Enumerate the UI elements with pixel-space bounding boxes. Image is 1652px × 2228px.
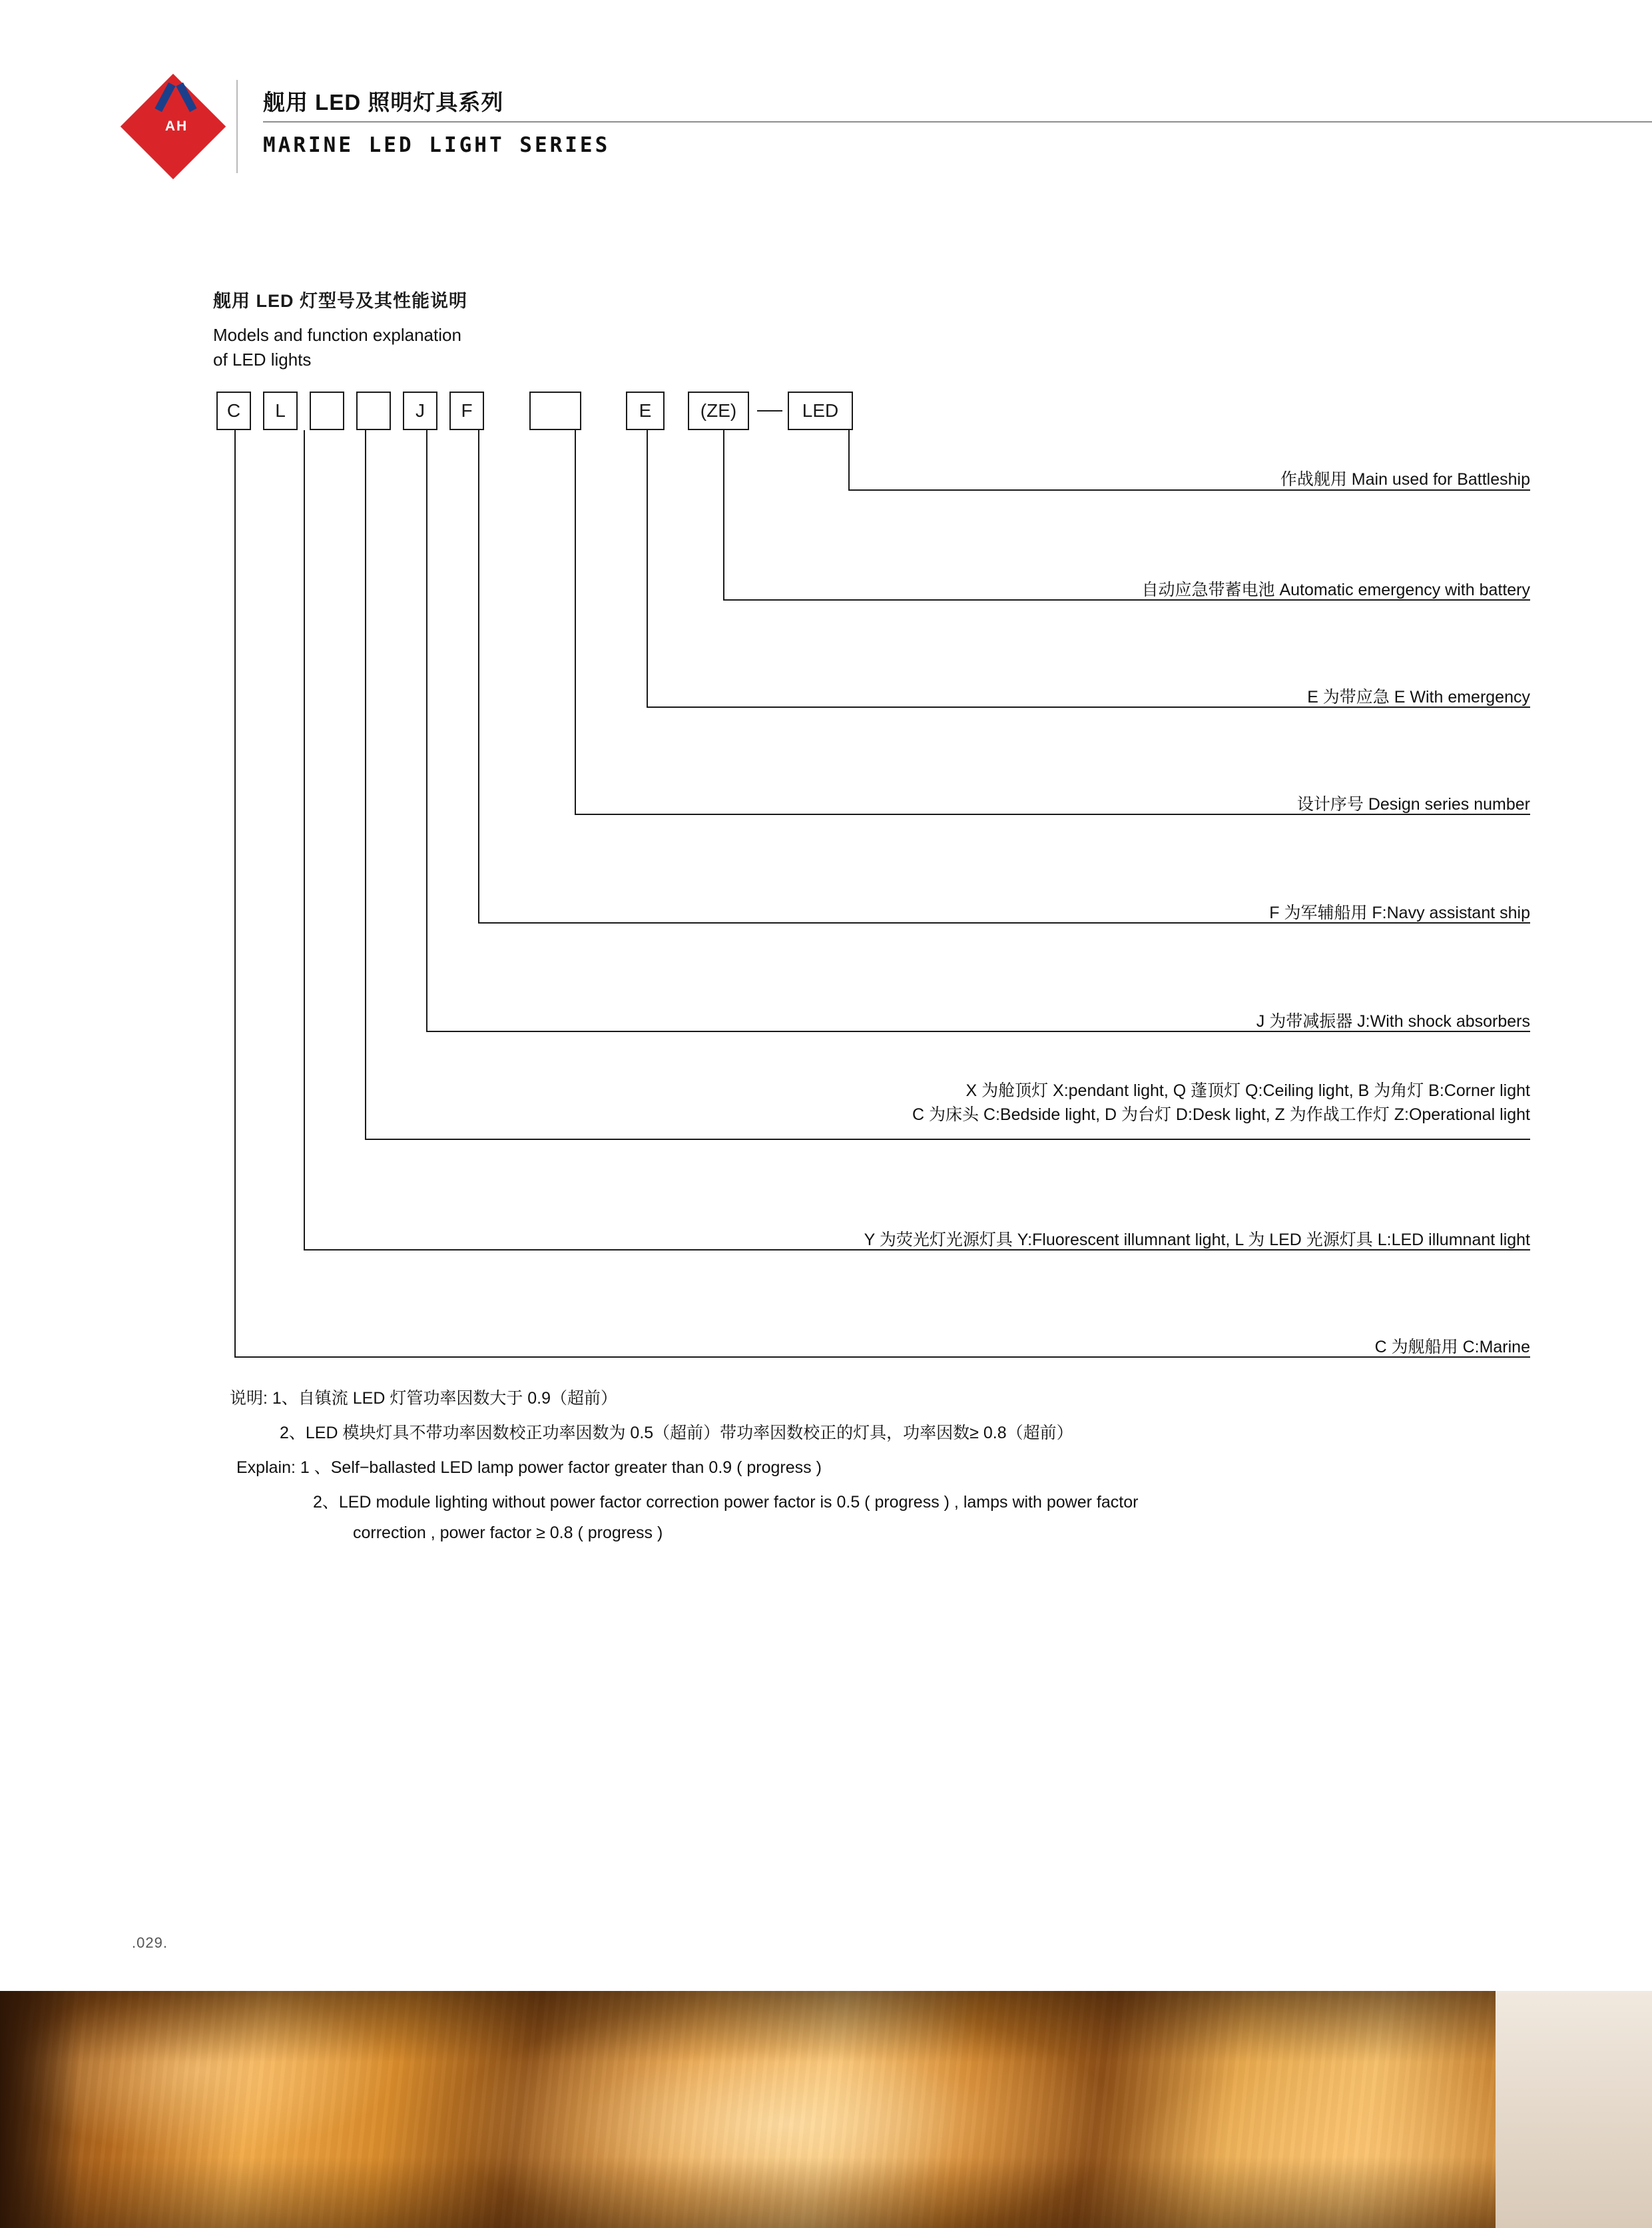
annotation-marine: C 为舰船用 C:Marine bbox=[1374, 1338, 1530, 1356]
annotation-lamp-type-line1: X 为舱顶灯 X:pendant light, Q 蓬顶灯 Q:Ceiling light, B 为角灯 B:Corner light bbox=[965, 1081, 1530, 1100]
code-box-marine: C bbox=[216, 392, 251, 430]
company-logo bbox=[127, 80, 226, 173]
code-box-emergency: E bbox=[626, 392, 665, 430]
annotation-battleship: 作战舰用 Main used for Battleship bbox=[1280, 470, 1530, 489]
header-horizontal-rule bbox=[263, 121, 1652, 123]
leader-vline-design-series bbox=[575, 430, 576, 814]
code-box-shock-absorber: J bbox=[403, 392, 437, 430]
photo-left-shadow bbox=[0, 1991, 80, 2228]
annotation-lamp-type-line2: C 为床头 C:Bedside light, D 为台灯 D:Desk light, Z 为作战工作灯 Z:Operational light bbox=[912, 1105, 1530, 1125]
annotation-design-series: 设计序号 Design series number bbox=[1296, 795, 1530, 814]
page-number: .029. bbox=[132, 1934, 168, 1951]
leader-vline-light-source bbox=[304, 430, 305, 1249]
code-box-blank-2 bbox=[356, 392, 391, 430]
code-dash-separator bbox=[757, 410, 782, 412]
annotation-auto-emergency: 自动应急带蓄电池 Automatic emergency with battery bbox=[1141, 581, 1530, 599]
leader-vline-navy-assistant bbox=[478, 430, 479, 922]
code-box-lightsource: L bbox=[263, 392, 298, 430]
header-title-english: MARINE LED LIGHT SERIES bbox=[263, 133, 611, 157]
logo-text: AH bbox=[164, 119, 188, 134]
annotation-navy-assistant: F 为军辅船用 F:Navy assistant ship bbox=[1269, 904, 1530, 922]
explain-chinese-line1: 说明: 1、自镇流 LED 灯管功率因数大于 0.9（超前） bbox=[230, 1389, 618, 1408]
section-title-english-line1: Models and function explanation bbox=[213, 325, 461, 345]
explain-english-line1: Explain: 1 、Self−ballasted LED lamp power factor greater than 0.9 ( progress ) bbox=[236, 1458, 822, 1477]
code-box-auto-emergency: (ZE) bbox=[688, 392, 749, 430]
leader-vline-shock-absorber bbox=[426, 430, 427, 1031]
annotation-lamp-type bbox=[912, 1079, 1530, 1127]
code-box-lamptype bbox=[310, 392, 344, 430]
code-box-navy-assistant: F bbox=[449, 392, 484, 430]
section-title-english-line2: of LED lights bbox=[213, 350, 312, 370]
section-title-chinese: 舰用 LED 灯型号及其性能说明 bbox=[213, 291, 468, 311]
leader-vline-emergency bbox=[647, 430, 648, 706]
footer-photo-band bbox=[0, 1991, 1652, 2228]
leader-hline-marine bbox=[234, 1356, 1530, 1358]
explain-chinese-line2: 2、LED 模块灯具不带功率因数校正功率因数为 0.5（超前）带功率因数校正的灯具，功率因数≥ 0.8（超前） bbox=[280, 1424, 1073, 1442]
leader-vline-lamp-type bbox=[365, 430, 366, 1139]
annotation-shock-absorber: J 为带减振器 J:With shock absorbers bbox=[1256, 1012, 1530, 1031]
code-box-led: LED bbox=[788, 392, 853, 430]
code-box-design-series bbox=[529, 392, 581, 430]
photo-right-panel bbox=[1496, 1991, 1652, 2228]
photo-vignette-layer bbox=[0, 1991, 1652, 2228]
leader-hline-lamp-type bbox=[365, 1139, 1530, 1140]
explain-english-line3: correction , power factor ≥ 0.8 ( progress ) bbox=[353, 1524, 663, 1542]
leader-vline-marine bbox=[234, 430, 236, 1356]
page-header bbox=[127, 80, 1531, 180]
leader-vline-auto-emergency bbox=[723, 430, 724, 599]
header-title-chinese: 舰用 LED 照明灯具系列 bbox=[263, 90, 504, 115]
annotation-emergency: E 为带应急 E With emergency bbox=[1307, 688, 1530, 706]
annotation-light-source: Y 为荧光灯光源灯具 Y:Fluorescent illumnant light, L 为 LED 光源灯具 L:LED illumnant light bbox=[864, 1231, 1530, 1249]
explain-english-line2: 2、LED module lighting without power factor correction power factor is 0.5 ( progress ) , lamps with power factor bbox=[313, 1493, 1139, 1512]
leader-vline-battleship bbox=[848, 430, 850, 489]
header-vertical-divider bbox=[236, 80, 238, 173]
